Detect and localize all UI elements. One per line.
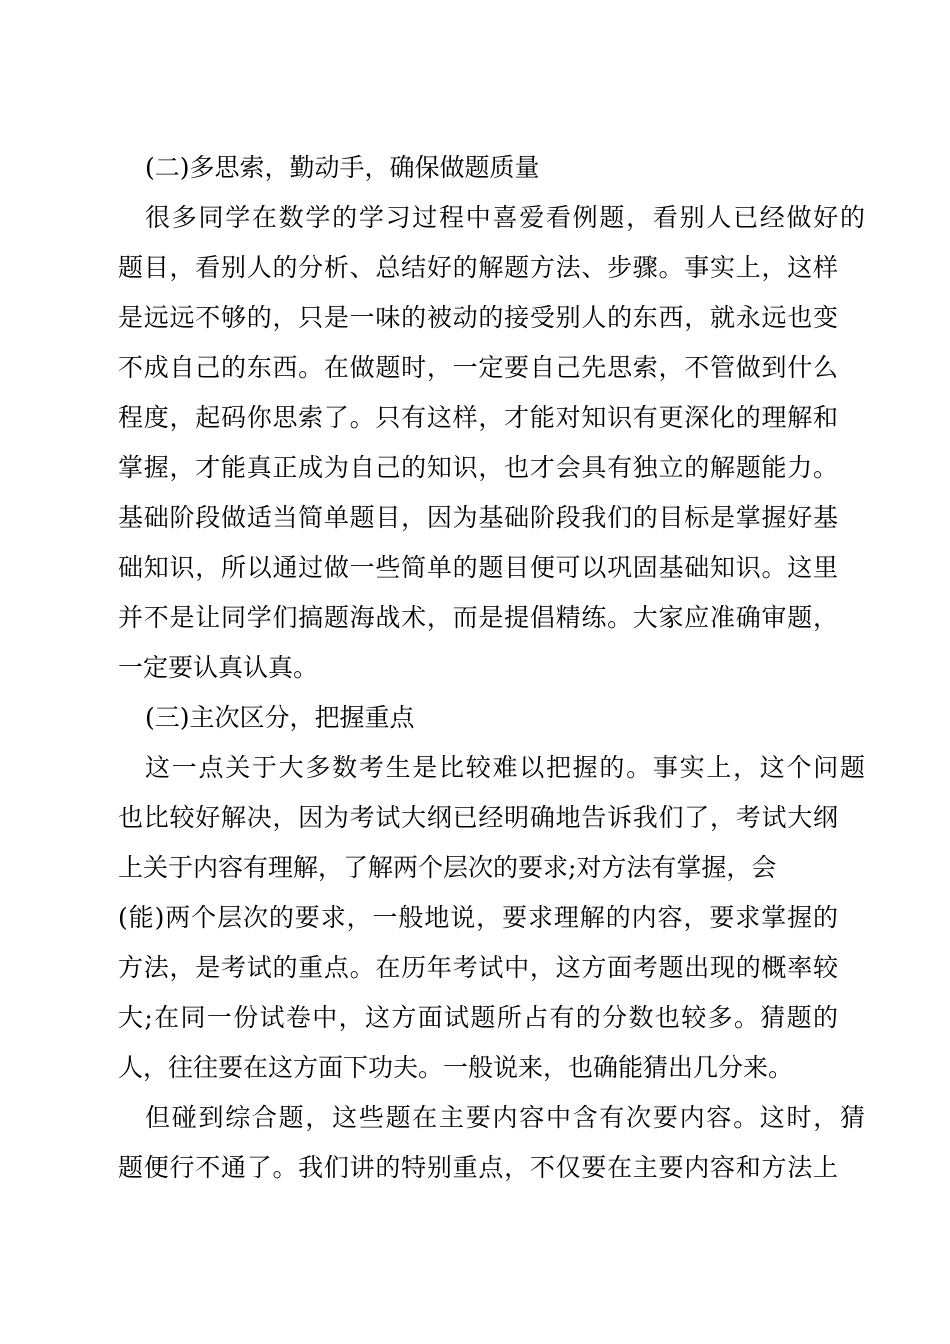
paragraph-line: 掌握，才能真正成为自己的知识，也才会具有独立的解题能力。 (118, 453, 838, 482)
paragraph-line: 题目，看别人的分析、总结好的解题方法、步骤。事实上，这样 (118, 253, 838, 282)
paragraph-line: 人，往往要在这方面下功夫。一般说来，也确能猜出几分来。 (118, 1053, 794, 1082)
paragraph-line: 方法，是考试的重点。在历年考试中，这方面考题出现的概率较 (118, 953, 838, 982)
paragraph-line: 大;在同一份试卷中，这方面试题所占有的分数也较多。猜题的 (118, 1003, 838, 1032)
paragraph-line: 础知识，所以通过做一些简单的题目便可以巩固基础知识。这里 (118, 553, 838, 582)
paragraph-line: 一定要认真认真。 (118, 653, 319, 682)
paragraph-line: 不成自己的东西。在做题时，一定要自己先思索，不管做到什么 (118, 353, 838, 382)
paragraph-line: (能)两个层次的要求，一般地说，要求理解的内容，要求掌握的 (118, 903, 838, 932)
paragraph-line: 并不是让同学们搞题海战术，而是提倡精练。大家应准确审题， (118, 603, 838, 632)
paragraph-line: 题便行不通了。我们讲的特别重点，不仅要在主要内容和方法上 (118, 1153, 838, 1182)
section-heading-3: (三)主次区分，把握重点 (145, 703, 415, 732)
paragraph-line: 这一点关于大多数考生是比较难以把握的。事实上，这个问题 (145, 753, 865, 782)
paragraph-line: 基础阶段做适当简单题目，因为基础阶段我们的目标是掌握好基 (118, 503, 838, 532)
section-heading-2: (二)多思索，勤动手，确保做题质量 (145, 153, 540, 182)
paragraph-line: 程度，起码你思索了。只有这样，才能对知识有更深化的理解和 (118, 403, 838, 432)
paragraph-line: 上关于内容有理解，了解两个层次的要求;对方法有掌握，会 (118, 853, 777, 882)
paragraph-line: 是远远不够的，只是一味的被动的接受别人的东西，就永远也变 (118, 303, 838, 332)
paragraph-line: 但碰到综合题，这些题在主要内容中含有次要内容。这时，猜 (145, 1103, 865, 1132)
paragraph-line: 也比较好解决，因为考试大纲已经明确地告诉我们了，考试大纲 (118, 803, 838, 832)
paragraph-line: 很多同学在数学的学习过程中喜爱看例题，看别人已经做好的 (145, 203, 865, 232)
